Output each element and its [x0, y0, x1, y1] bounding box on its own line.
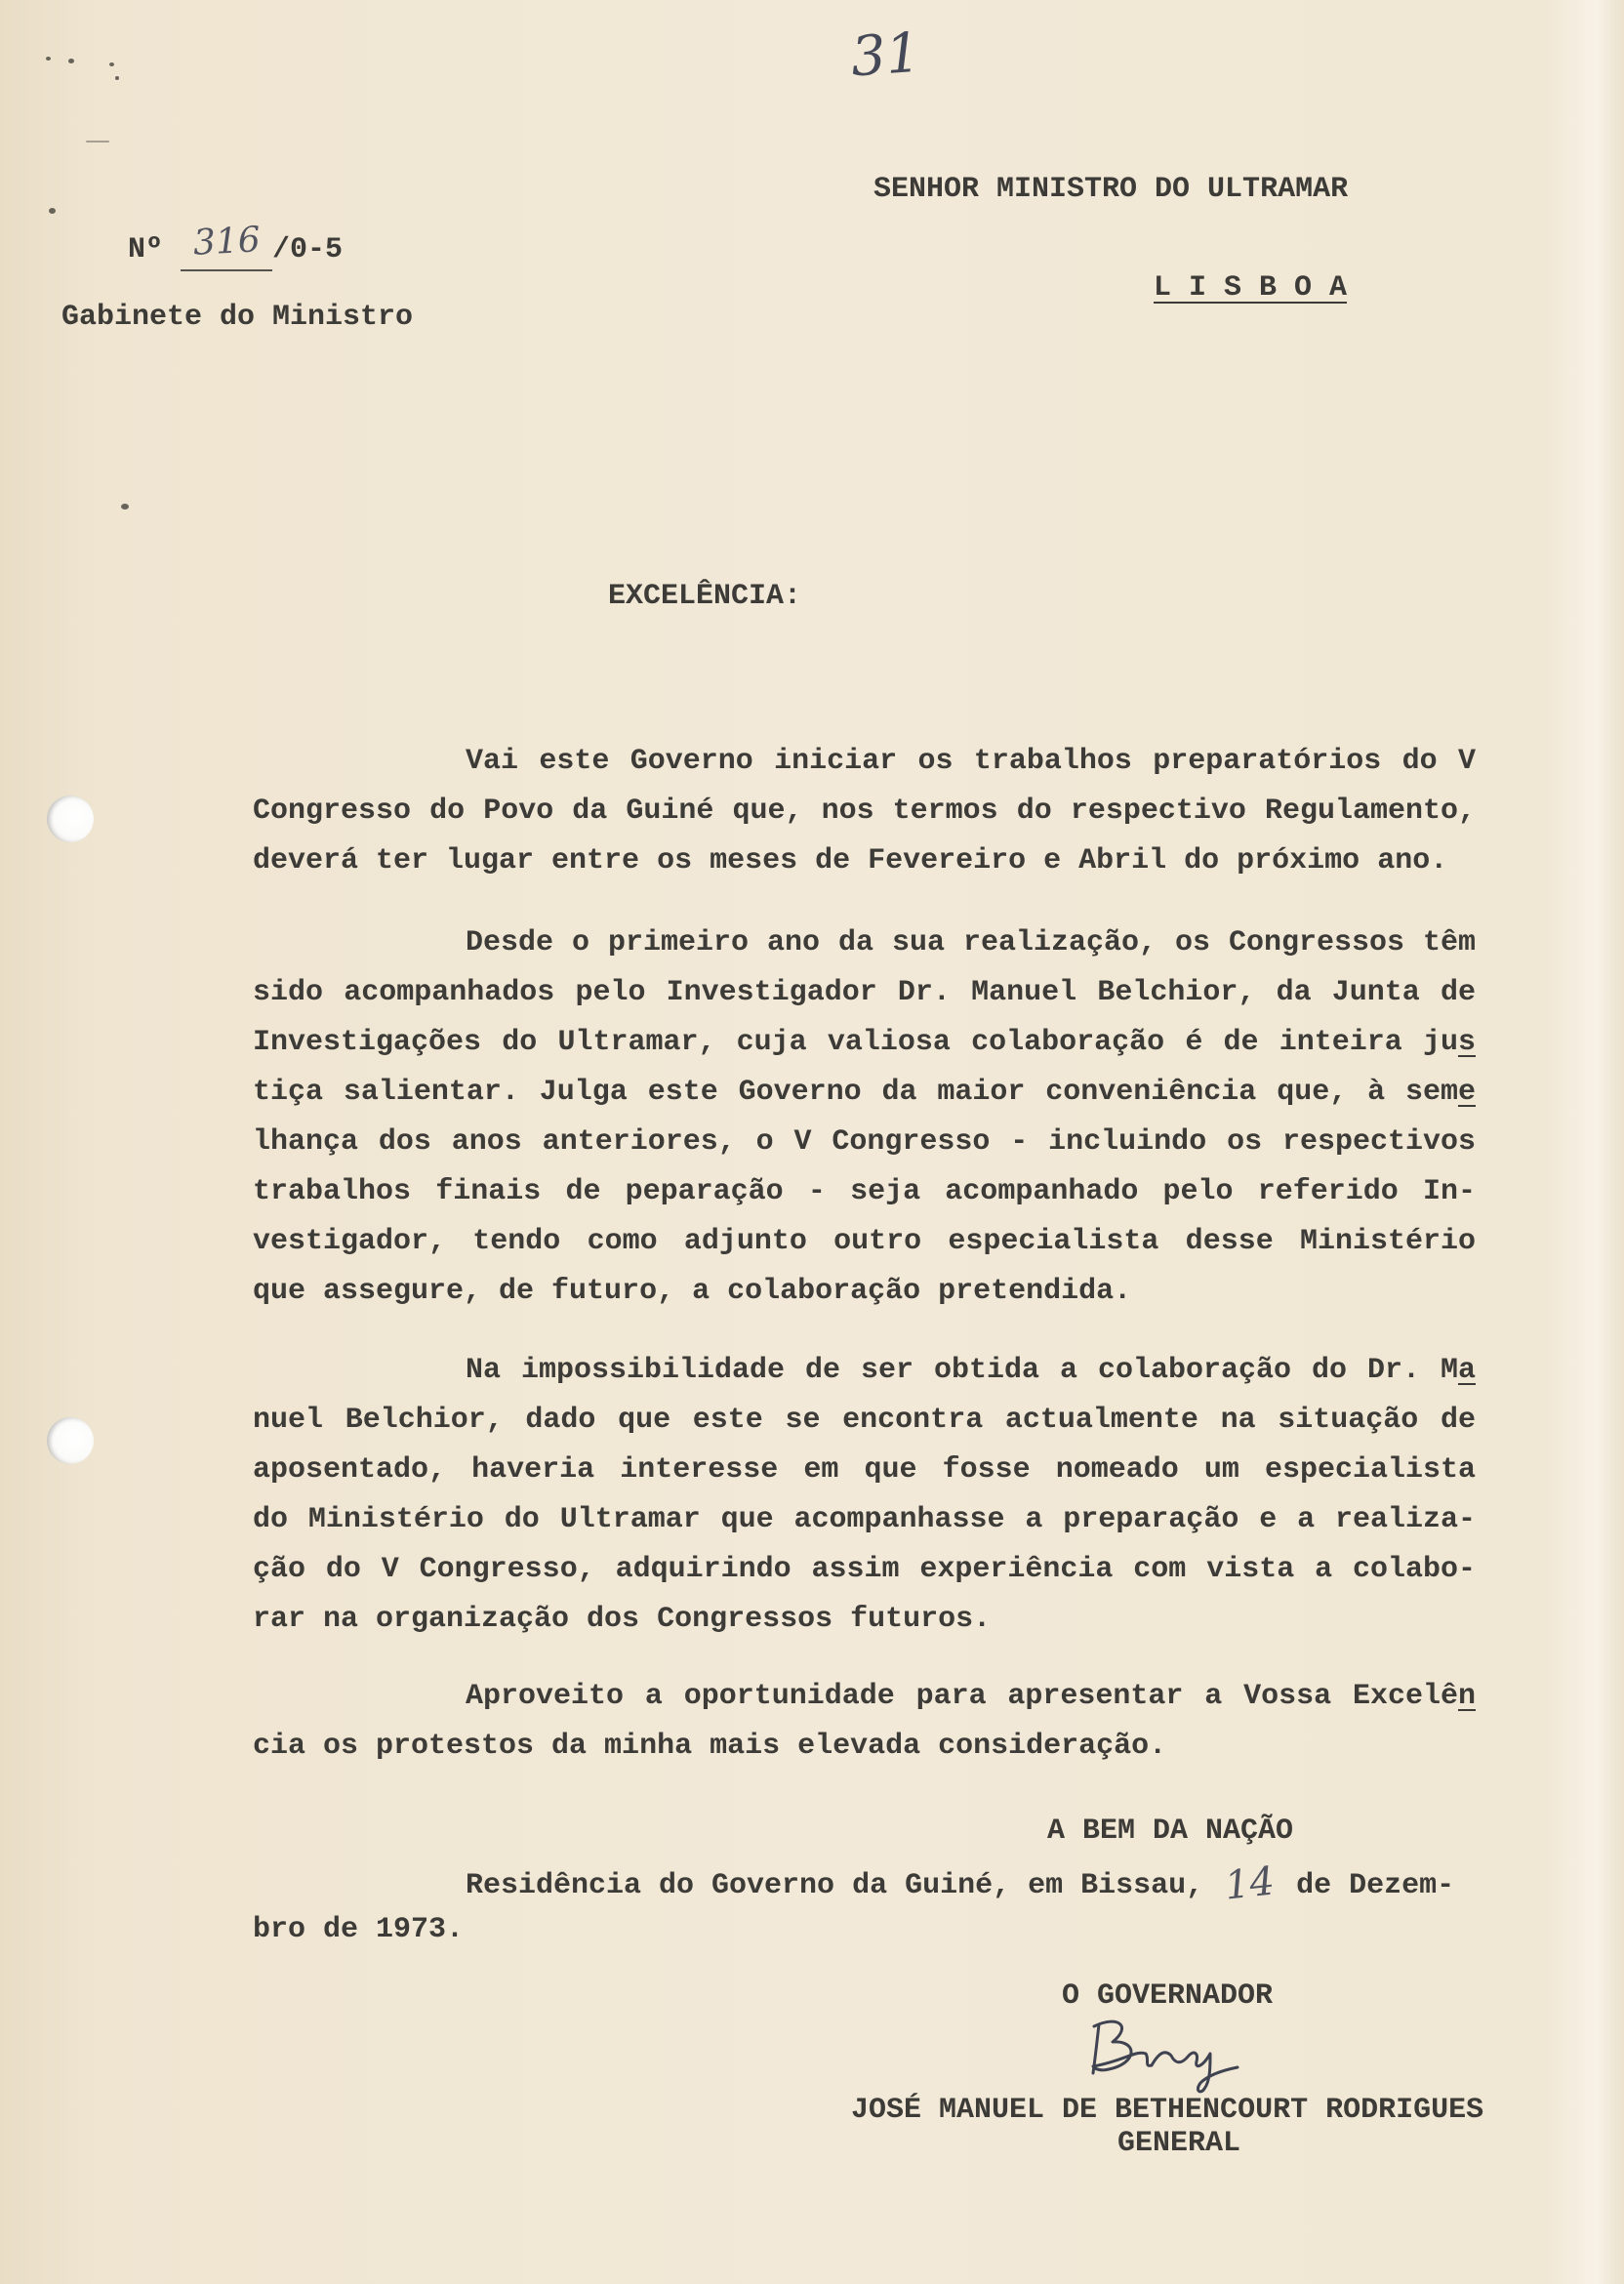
place-date-line [253, 1856, 1522, 1909]
paragraph-2 [253, 918, 1476, 1317]
paragraph-1 [253, 737, 1476, 886]
line-text: tiça salientar. Julga este Governo da maior conveniência que, à sem [253, 1076, 1458, 1109]
paragraph-line: Congresso do Povo da Guiné que, nos termos do respectivo Regulamento, [253, 795, 1476, 828]
date-continuation: bro de 1973. [253, 1913, 465, 1946]
paragraph-line: lhança dos anos anteriores, o V Congresso - incluindo os respectivos [253, 1125, 1476, 1159]
paper-speck [109, 62, 114, 66]
paragraph-line [253, 1672, 1476, 1722]
paragraph-line: cia os protestos da minha mais elevada consideração. [253, 1730, 1167, 1763]
paragraph-line [253, 1068, 1476, 1118]
paragraph-line: vestigador, tendo como adjunto outro especialista desse Ministério [253, 1225, 1476, 1258]
addressee-title: SENHOR MINISTRO DO ULTRAMAR [873, 173, 1349, 206]
page-number: 31 [848, 20, 923, 90]
place-and-date [253, 1856, 1522, 1955]
paper-speck [121, 504, 129, 510]
handwritten-day: 14 [1222, 1858, 1278, 1909]
addressee-city: L I S B O A [1154, 271, 1348, 305]
underlined-syllable: a [1457, 1354, 1476, 1387]
line-text: Aproveito a oportunidade para apresentar a Vossa Excelê [466, 1680, 1458, 1713]
paragraph-line: aposentado, haveria interesse em que fosse nomeado um especialista [253, 1453, 1476, 1487]
signatory-name: JOSÉ MANUEL DE BETHENCOURT RODRIGUES [851, 2094, 1484, 2127]
place-text: Residência do Governo da Guiné, em Bissau, [466, 1869, 1204, 1902]
paragraph-line [253, 1346, 1476, 1396]
punch-hole [47, 1417, 94, 1464]
underlined-syllable: e [1457, 1076, 1476, 1109]
paragraph-4 [253, 1672, 1476, 1772]
paragraph-line: trabalhos finais de peparação - seja acompanhado pelo referido In- [253, 1175, 1476, 1208]
office-name: Gabinete do Ministro [61, 301, 414, 334]
paper-speck [49, 208, 56, 214]
paragraph-line: deverá ter lugar entre os meses de Fevereiro e Abril do próximo ano. [253, 844, 1448, 877]
paragraph-line [253, 1018, 1476, 1068]
closing-motto: A BEM DA NAÇÃO [1047, 1815, 1294, 1848]
paper-speck [68, 59, 74, 63]
underlined-syllable: n [1457, 1680, 1476, 1713]
reference-number: 316 [191, 220, 262, 264]
paragraph-line: nuel Belchior, dado que este se encontra actualmente na situação de [253, 1404, 1476, 1437]
line-text: Investigações do Ultramar, cuja valiosa colaboração é de inteira ju [253, 1026, 1458, 1059]
reference-line [128, 220, 344, 275]
month-text: de Dezem- [1296, 1869, 1455, 1902]
paper-speck [46, 57, 51, 61]
paper-speck [86, 141, 109, 143]
paragraph-3 [253, 1346, 1476, 1645]
paragraph-line: Vai este Governo iniciar os trabalhos preparatórios do V [466, 745, 1476, 778]
punch-hole [47, 795, 94, 842]
underlined-syllable: s [1457, 1026, 1476, 1059]
salutation: EXCELÊNCIA: [608, 580, 802, 613]
paragraph-line: que assegure, de futuro, a colaboração pretendida. [253, 1275, 1132, 1308]
paragraph-line: Desde o primeiro ano da sua realização, os Congressos têm [466, 926, 1476, 959]
reference-prefix: Nº [128, 233, 164, 266]
reference-number-slot [181, 220, 272, 271]
paragraph-line: ção do V Congresso, adquirindo assim experiência com vista a colabo- [253, 1553, 1476, 1586]
paragraph-line: sido acompanhados pelo Investigador Dr. Manuel Belchior, da Junta de [253, 976, 1476, 1009]
line-text: Na impossibilidade de ser obtida a colaboração do Dr. M [466, 1354, 1458, 1387]
signatory-role: O GOVERNADOR [1062, 1979, 1274, 2013]
paragraph-line: rar na organização dos Congressos futuros. [253, 1603, 992, 1636]
reference-suffix: /0-5 [272, 233, 344, 266]
paper-speck [115, 76, 119, 80]
paragraph-line: do Ministério do Ultramar que acompanhasse a preparação e a realiza- [253, 1503, 1476, 1536]
signatory-rank: GENERAL [1117, 2127, 1241, 2160]
